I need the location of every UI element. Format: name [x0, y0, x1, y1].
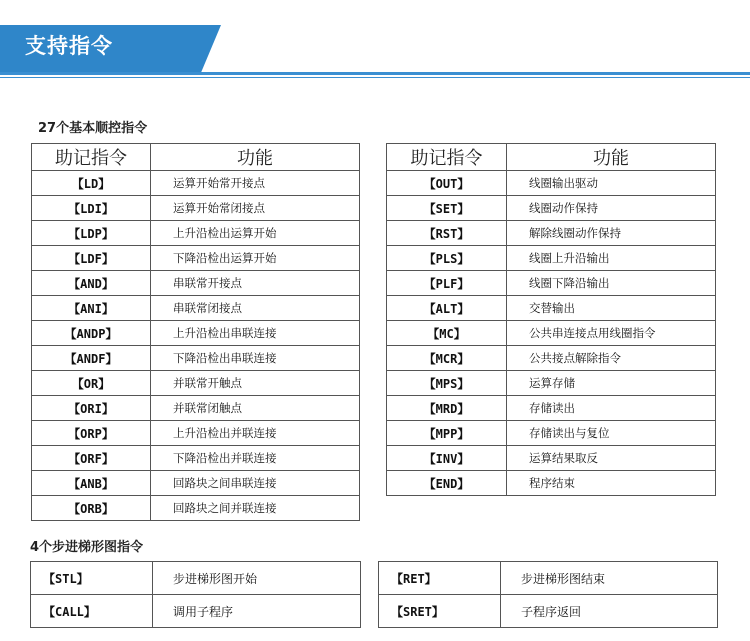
header-rule	[0, 72, 750, 75]
instruction-mnemonic: 【SET】	[387, 196, 507, 221]
instruction-row	[32, 296, 360, 321]
instruction-function: 存储读出	[507, 396, 716, 421]
instruction-mnemonic: 【MC】	[387, 321, 507, 346]
instruction-function: 上升沿检出运算开始	[151, 221, 360, 246]
instruction-mnemonic: 【MPS】	[387, 371, 507, 396]
instruction-function: 线圈输出驱动	[507, 171, 716, 196]
instruction-row	[387, 396, 716, 421]
instruction-function: 步进梯形图结束	[501, 562, 718, 595]
instruction-row	[387, 296, 716, 321]
instruction-function: 并联常闭触点	[151, 396, 360, 421]
instruction-row	[31, 595, 361, 628]
instruction-function: 运算存储	[507, 371, 716, 396]
instruction-mnemonic: 【LDI】	[32, 196, 151, 221]
instruction-function: 线圈下降沿输出	[507, 271, 716, 296]
instruction-row	[387, 446, 716, 471]
instruction-row	[387, 371, 716, 396]
instruction-mnemonic: 【ALT】	[387, 296, 507, 321]
instruction-row	[32, 171, 360, 196]
instruction-function: 运算开始常开接点	[151, 171, 360, 196]
instruction-mnemonic: 【STL】	[31, 562, 153, 595]
step-instruction-table-right	[378, 561, 718, 628]
instruction-mnemonic: 【PLF】	[387, 271, 507, 296]
instruction-function: 下降沿检出运算开始	[151, 246, 360, 271]
instruction-row	[32, 371, 360, 396]
page-title: 支持指令	[25, 34, 113, 58]
header-rule-thin	[0, 77, 750, 78]
instruction-function: 程序结束	[507, 471, 716, 496]
instruction-row	[32, 246, 360, 271]
instruction-mnemonic: 【ORF】	[32, 446, 151, 471]
instruction-function: 串联常闭接点	[151, 296, 360, 321]
instruction-row	[32, 271, 360, 296]
instruction-mnemonic: 【MRD】	[387, 396, 507, 421]
step-instruction-table-left	[30, 561, 361, 628]
instruction-mnemonic: 【ORP】	[32, 421, 151, 446]
instruction-function: 交替输出	[507, 296, 716, 321]
instruction-row	[387, 196, 716, 221]
instruction-row	[32, 471, 360, 496]
instruction-function: 调用子程序	[153, 595, 361, 628]
instruction-function: 回路块之间并联连接	[151, 496, 360, 521]
instruction-row	[32, 346, 360, 371]
instruction-row	[387, 321, 716, 346]
instruction-row	[32, 321, 360, 346]
instruction-mnemonic: 【END】	[387, 471, 507, 496]
instruction-function: 运算结果取反	[507, 446, 716, 471]
instruction-function: 上升沿检出串联连接	[151, 321, 360, 346]
instruction-function: 步进梯形图开始	[153, 562, 361, 595]
instruction-function: 运算开始常闭接点	[151, 196, 360, 221]
instruction-function: 子程序返回	[501, 595, 718, 628]
instruction-row	[387, 471, 716, 496]
instruction-function: 下降沿检出并联连接	[151, 446, 360, 471]
instruction-mnemonic: 【PLS】	[387, 246, 507, 271]
instruction-function: 串联常开接点	[151, 271, 360, 296]
instruction-row	[32, 396, 360, 421]
instruction-mnemonic: 【OR】	[32, 371, 151, 396]
instruction-function: 公共串连接点用线圈指令	[507, 321, 716, 346]
instruction-mnemonic: 【ORB】	[32, 496, 151, 521]
instruction-function: 存储读出与复位	[507, 421, 716, 446]
instruction-row	[387, 271, 716, 296]
instruction-row	[387, 221, 716, 246]
basic-instruction-table-right	[386, 143, 716, 496]
instruction-mnemonic: 【LD】	[32, 171, 151, 196]
instruction-row	[387, 346, 716, 371]
instruction-row	[387, 421, 716, 446]
instruction-mnemonic: 【MCR】	[387, 346, 507, 371]
instruction-row	[379, 562, 718, 595]
instruction-mnemonic: 【SRET】	[379, 595, 501, 628]
instruction-row	[32, 496, 360, 521]
instruction-row	[32, 221, 360, 246]
basic-instruction-table-left	[31, 143, 360, 521]
instruction-mnemonic: 【INV】	[387, 446, 507, 471]
column-header-function: 功能	[151, 144, 360, 171]
instruction-row	[32, 446, 360, 471]
instruction-function: 公共接点解除指令	[507, 346, 716, 371]
instruction-mnemonic: 【OUT】	[387, 171, 507, 196]
instruction-function: 线圈上升沿输出	[507, 246, 716, 271]
instruction-mnemonic: 【ANB】	[32, 471, 151, 496]
instruction-function: 上升沿检出并联连接	[151, 421, 360, 446]
column-header-mnemonic: 助记指令	[387, 144, 507, 171]
instruction-mnemonic: 【LDP】	[32, 221, 151, 246]
instruction-function: 下降沿检出串联连接	[151, 346, 360, 371]
instruction-function: 并联常开触点	[151, 371, 360, 396]
instruction-mnemonic: 【ANDP】	[32, 321, 151, 346]
instruction-mnemonic: 【MPP】	[387, 421, 507, 446]
instruction-row	[387, 246, 716, 271]
instruction-mnemonic: 【AND】	[32, 271, 151, 296]
basic-section-title: 27个基本顺控指令	[38, 121, 148, 136]
instruction-mnemonic: 【ANDF】	[32, 346, 151, 371]
instruction-row	[32, 196, 360, 221]
instruction-mnemonic: 【LDF】	[32, 246, 151, 271]
instruction-row	[387, 171, 716, 196]
instruction-mnemonic: 【RST】	[387, 221, 507, 246]
instruction-row	[31, 562, 361, 595]
instruction-mnemonic: 【RET】	[379, 562, 501, 595]
column-header-mnemonic: 助记指令	[32, 144, 151, 171]
instruction-row	[32, 421, 360, 446]
instruction-function: 线圈动作保持	[507, 196, 716, 221]
instruction-mnemonic: 【CALL】	[31, 595, 153, 628]
instruction-function: 回路块之间串联连接	[151, 471, 360, 496]
instruction-function: 解除线圈动作保持	[507, 221, 716, 246]
instruction-mnemonic: 【ANI】	[32, 296, 151, 321]
column-header-function: 功能	[507, 144, 716, 171]
step-section-title: 4个步进梯形图指令	[30, 540, 144, 555]
instruction-row	[379, 595, 718, 628]
instruction-mnemonic: 【ORI】	[32, 396, 151, 421]
